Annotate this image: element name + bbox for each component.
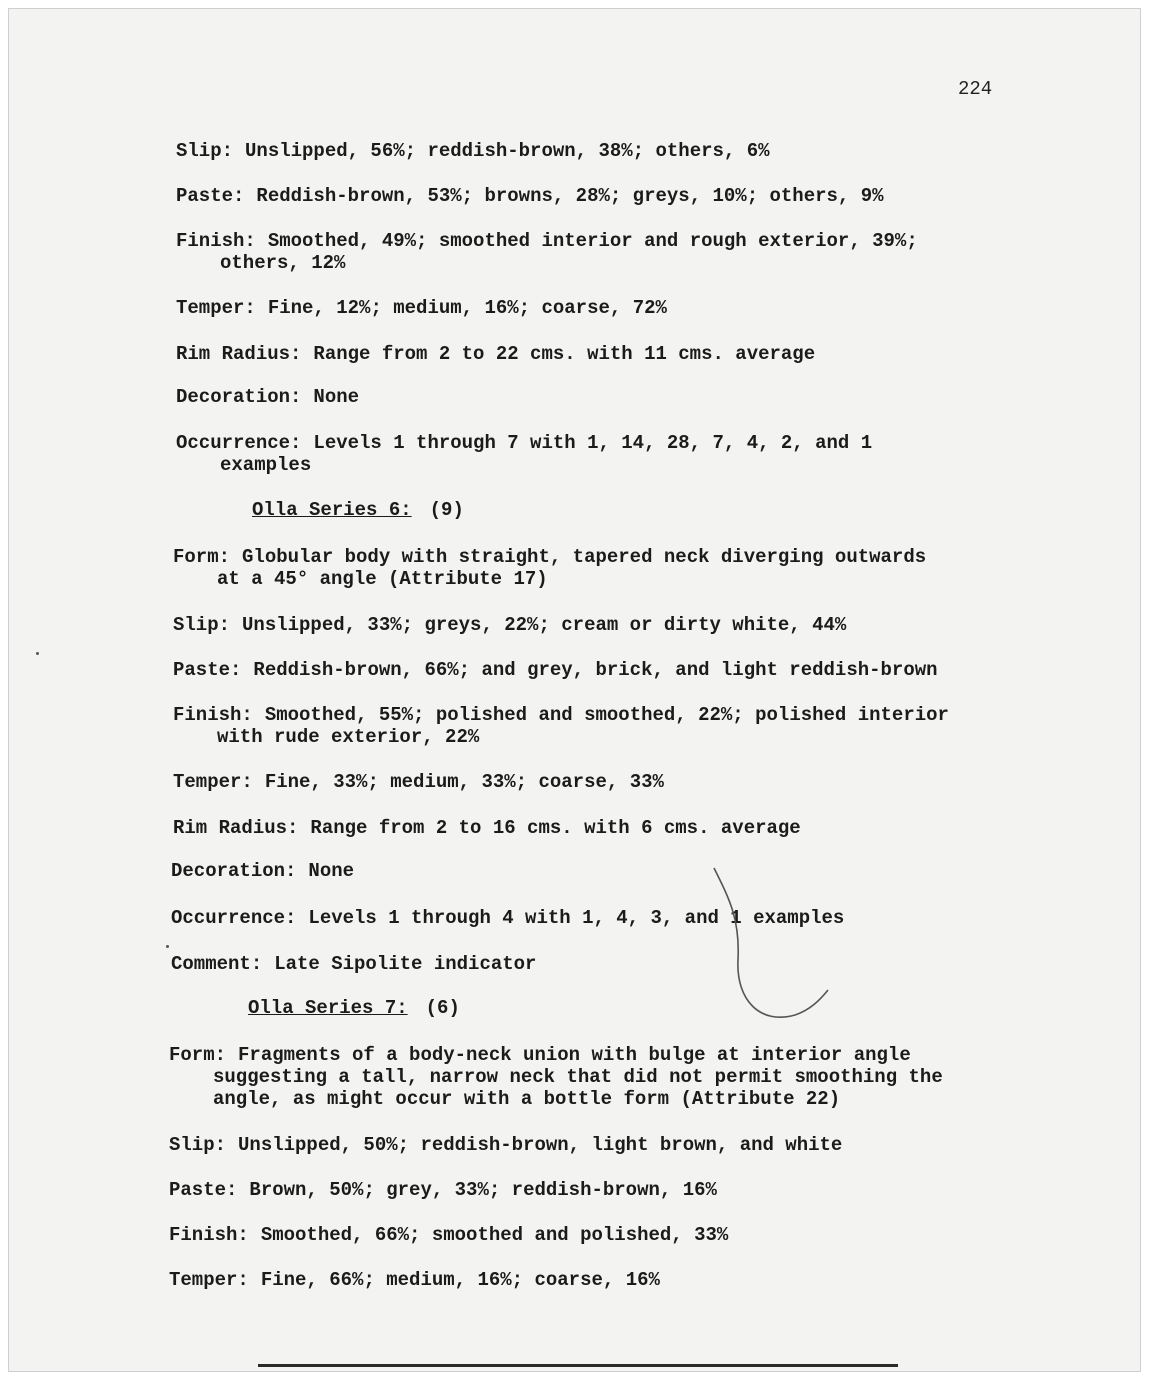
s6-rim-radius-text: Range from 2 to 16 cms. with 6 cms. average [310, 817, 801, 839]
paste-line [176, 185, 884, 207]
s6-decoration-line [171, 860, 354, 882]
finish-text: Smoothed, 49%; smoothed interior and rough exterior, 39%; [267, 230, 918, 252]
s6-slip-label: Slip: [173, 614, 231, 636]
document-page [8, 8, 1141, 1372]
s6-paste-label: Paste: [173, 659, 242, 681]
slip-label: Slip: [176, 140, 234, 162]
series-6-count: (9) [429, 499, 464, 521]
rim-radius-label: Rim Radius: [176, 343, 302, 365]
series-7-heading: Olla Series 7: [248, 997, 408, 1019]
s6-occurrence-label: Occurrence: [171, 907, 297, 929]
s7-temper-label: Temper: [169, 1269, 249, 1291]
rim-radius-line [176, 343, 815, 365]
s7-temper-text: Fine, 66%; medium, 16%; coarse, 16% [260, 1269, 660, 1291]
s6-decoration-label: Decoration: [171, 860, 297, 882]
s7-finish-line [169, 1224, 728, 1246]
finish-line [176, 230, 918, 274]
page-number: 224 [958, 78, 993, 100]
slip-line [176, 140, 770, 162]
s6-temper-line [173, 771, 664, 793]
s7-paste-line [169, 1179, 717, 1201]
s6-finish-label: Finish: [173, 704, 253, 726]
s6-finish-continuation: with rude exterior, 22% [217, 726, 480, 748]
s6-decoration-text: None [308, 860, 355, 882]
s7-paste-text: Brown, 50%; grey, 33%; reddish-brown, 16% [249, 1179, 717, 1201]
series-7-count: (6) [425, 997, 460, 1019]
s6-form-continuation: at a 45° angle (Attribute 17) [217, 568, 548, 590]
series-7-heading-line [248, 997, 460, 1019]
s6-occurrence-text: Levels 1 through 4 with 1, 4, 3, and 1 examples [308, 907, 845, 929]
s6-form-text: Globular body with straight, tapered neck diverging outwards [242, 546, 927, 568]
s7-slip-label: Slip: [169, 1134, 227, 1156]
s7-slip-text: Unslipped, 50%; reddish-brown, light brown, and white [238, 1134, 843, 1156]
s6-temper-text: Fine, 33%; medium, 33%; coarse, 33% [264, 771, 664, 793]
s6-comment-line [171, 953, 536, 975]
occurrence-line [176, 432, 872, 476]
s7-paste-label: Paste: [169, 1179, 238, 1201]
rim-radius-text: Range from 2 to 22 cms. with 11 cms. average [313, 343, 816, 365]
decoration-line [176, 386, 359, 408]
temper-text: Fine, 12%; medium, 16%; coarse, 72% [267, 297, 667, 319]
s6-slip-line [173, 614, 846, 636]
dust-speck [166, 945, 169, 948]
s7-finish-text: Smoothed, 66%; smoothed and polished, 33% [260, 1224, 729, 1246]
s6-form-label: Form: [173, 546, 231, 568]
s6-comment-label: Comment: [171, 953, 263, 975]
decoration-text: None [313, 386, 360, 408]
occurrence-text: Levels 1 through 7 with 1, 14, 28, 7, 4, 2, and 1 [313, 432, 873, 454]
bottom-rule [258, 1364, 898, 1367]
finish-label: Finish: [176, 230, 256, 252]
s6-slip-text: Unslipped, 33%; greys, 22%; cream or dirty white, 44% [242, 614, 847, 636]
series-6-heading: Olla Series 6: [252, 499, 412, 521]
s7-form-continuation-2: angle, as might occur with a bottle form (Attribute 22) [213, 1088, 841, 1110]
slip-text: Unslipped, 56%; reddish-brown, 38%; others, 6% [245, 140, 770, 162]
s6-paste-line [173, 659, 938, 681]
paste-label: Paste: [176, 185, 245, 207]
series-6-heading-line [252, 499, 464, 521]
pencil-mark [700, 860, 840, 1030]
finish-continuation: others, 12% [220, 252, 346, 274]
s6-finish-line [173, 704, 949, 748]
occurrence-label: Occurrence: [176, 432, 302, 454]
s6-comment-text: Late Sipolite indicator [274, 953, 537, 975]
s7-form-line [169, 1044, 943, 1110]
dust-speck [36, 652, 39, 655]
s6-rim-radius-label: Rim Radius: [173, 817, 299, 839]
s7-temper-line [169, 1269, 660, 1291]
s7-form-label: Form: [169, 1044, 227, 1066]
temper-label: Temper: [176, 297, 256, 319]
s6-temper-label: Temper: [173, 771, 253, 793]
s7-slip-line [169, 1134, 842, 1156]
paste-text: Reddish-brown, 53%; browns, 28%; greys, 10%; others, 9% [256, 185, 884, 207]
s6-rim-radius-line [173, 817, 801, 839]
s7-form-text: Fragments of a body-neck union with bulge at interior angle [238, 1044, 911, 1066]
s6-finish-text: Smoothed, 55%; polished and smoothed, 22%; polished interior [264, 704, 949, 726]
s7-form-continuation-1: suggesting a tall, narrow neck that did not permit smoothing the [213, 1066, 943, 1088]
occurrence-continuation: examples [220, 454, 312, 476]
temper-line [176, 297, 667, 319]
decoration-label: Decoration: [176, 386, 302, 408]
s6-form-line [173, 546, 926, 590]
s6-paste-text: Reddish-brown, 66%; and grey, brick, and light reddish-brown [253, 659, 938, 681]
s7-finish-label: Finish: [169, 1224, 249, 1246]
